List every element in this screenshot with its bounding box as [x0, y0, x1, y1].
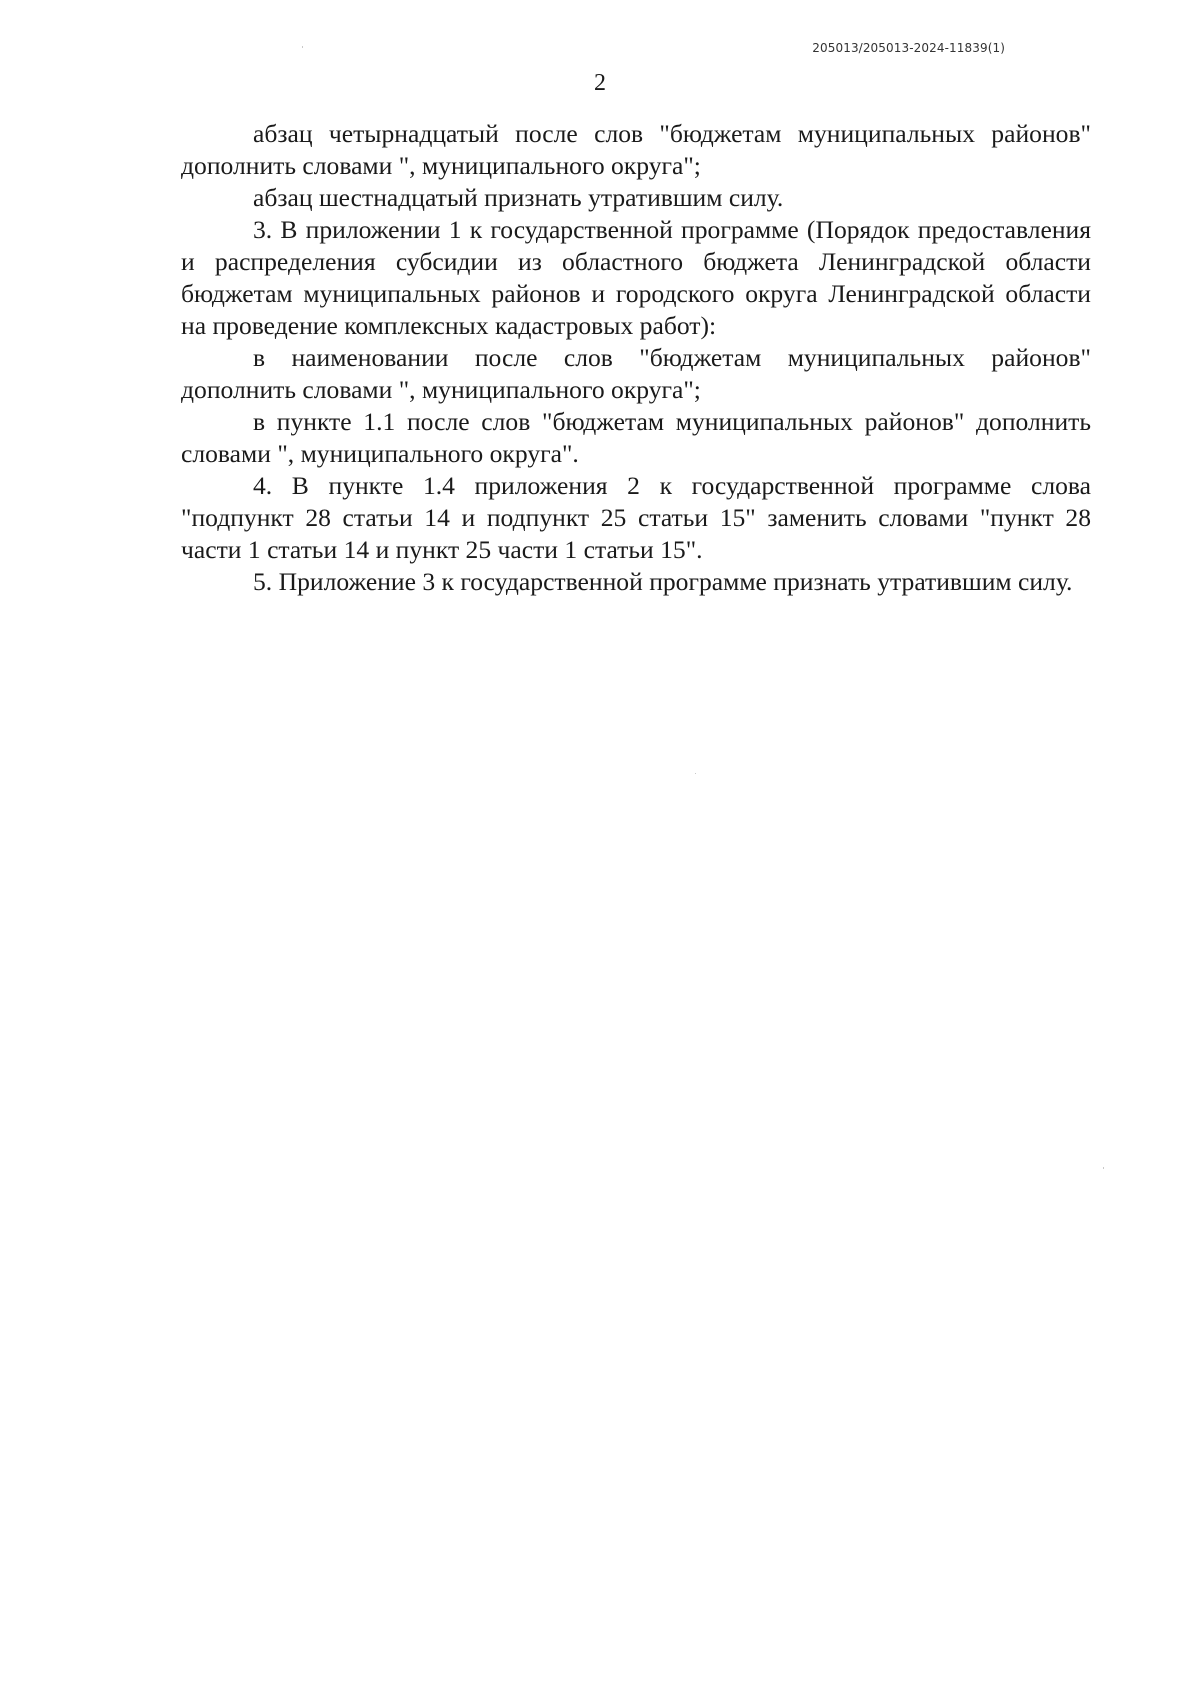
- paragraph-abzats-16: абзац шестнадцатый признать утратившим силу.: [253, 183, 784, 212]
- paragraph-item-4: 4. В пункте 1.4 приложения 2 к государственной программе слова "подпункт 28 статьи 14 и подпункт 25 статьи 15" заменить словами "пункт 28 части 1 статьи 14 и пункт 25 части 1 статьи 15".: [181, 471, 1091, 564]
- page-number: 2: [594, 70, 606, 96]
- paragraph-item-5: 5. Приложение 3 к государственной программе признать утратившим силу.: [253, 567, 1073, 596]
- document-body: [181, 118, 1091, 598]
- scan-speck: [302, 46, 303, 48]
- paragraph-item-3: 3. В приложении 1 к государственной программе (Порядок предоставления и распределения субсидии из областного бюджета Ленинградской области бюджетам муниципальных районов и городского округа Ленинградской области на проведение комплексных кадастровых работ):: [181, 215, 1091, 340]
- scan-speck: [695, 773, 696, 774]
- paragraph-naming-change: в наименовании после слов "бюджетам муниципальных районов" дополнить словами ", муниципального округа";: [181, 343, 1091, 404]
- document-registration-number: 205013/205013-2024-11839(1): [812, 41, 1005, 55]
- paragraph-point-1-1-change: в пункте 1.1 после слов "бюджетам муниципальных районов" дополнить словами ", муниципального округа".: [181, 407, 1091, 468]
- paragraph-abzats-14: абзац четырнадцатый после слов "бюджетам муниципальных районов" дополнить словами ", муниципального округа";: [181, 119, 1091, 180]
- scan-speck: [1103, 1167, 1104, 1169]
